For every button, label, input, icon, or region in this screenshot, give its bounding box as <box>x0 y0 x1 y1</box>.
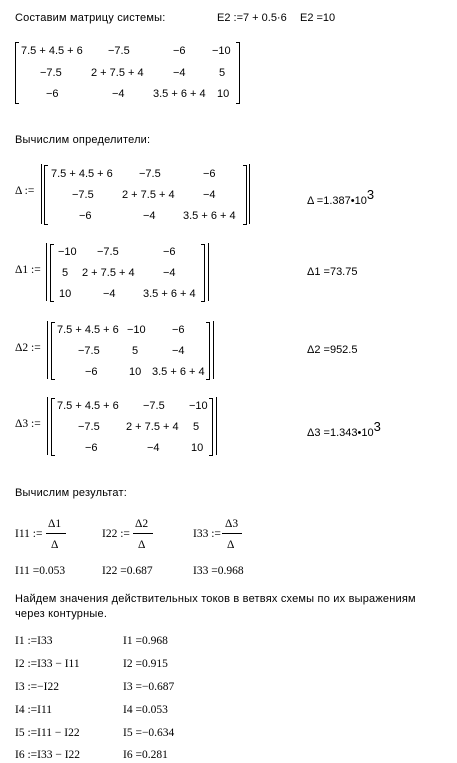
det-cell: −7.5 <box>139 168 161 180</box>
determinant-result: $\Delta =1.387•10^3$ <box>307 187 375 207</box>
matrix-cell: 3.5 + 6 + 4 <box>153 88 206 100</box>
det-cell: −6 <box>203 168 216 180</box>
matrix-cell: 10 <box>217 88 230 100</box>
determinants-heading: Вычислим определители: <box>15 134 151 146</box>
matrix-cell: −7.5 <box>108 45 130 57</box>
determinant-result: Δ2 =952.5 <box>307 344 358 356</box>
fraction-line <box>46 533 66 534</box>
det-bar-left <box>47 397 48 455</box>
det-bracket-right <box>201 244 205 302</box>
results-heading: Вычислим результат: <box>15 487 127 499</box>
det-cell: −6 <box>79 210 92 222</box>
det-cell: 2 + 7.5 + 4 <box>122 189 175 201</box>
det-cell: −7.5 <box>97 246 119 258</box>
e2-definition: E2 :=7 + 0.5·6 <box>217 12 287 24</box>
determinant-label: Δ := <box>15 185 35 197</box>
loop-current-value: I33 =0.968 <box>193 565 244 577</box>
det-cell: −4 <box>143 210 156 222</box>
branch-current-value: I1 =0.968 <box>123 635 168 647</box>
matrix-cell: −6 <box>46 88 59 100</box>
det-bracket-left <box>51 322 55 380</box>
det-bracket-right <box>209 398 213 456</box>
matrix-right-bracket <box>236 42 240 104</box>
det-cell: −6 <box>163 246 176 258</box>
det-cell: −10 <box>58 246 77 258</box>
det-cell: −4 <box>203 189 216 201</box>
matrix-cell: 2 + 7.5 + 4 <box>91 67 144 79</box>
determinant-label: Δ1 := <box>15 264 41 276</box>
branch-heading-line1: Найдем значения действительных токов в ветвях схемы по их выражениям <box>15 593 416 605</box>
det-cell: 5 <box>132 345 139 357</box>
det-cell: −4 <box>103 288 116 300</box>
fraction-line <box>133 533 153 534</box>
det-bracket-left <box>51 398 55 456</box>
det-bracket-right <box>243 165 247 225</box>
loop-current-label: I33 := <box>193 528 221 540</box>
det-cell: −6 <box>85 366 98 378</box>
determinant-result: Δ1 =73.75 <box>307 266 358 278</box>
branch-current-definition: I6 :=I33 − I22 <box>15 749 81 761</box>
det-cell: −6 <box>85 442 98 454</box>
matrix-left-bracket <box>15 42 19 104</box>
loop-current-value: I11 =0.053 <box>15 565 66 577</box>
det-bar-left <box>46 243 47 301</box>
matrix-heading: Составим матрицу системы: <box>15 12 166 24</box>
det-cell: 3.5 + 6 + 4 <box>152 366 205 378</box>
e2-value: E2 =10 <box>300 12 336 24</box>
det-cell: −4 <box>147 442 160 454</box>
det-bar-right <box>208 243 209 301</box>
matrix-cell: 5 <box>219 67 226 79</box>
determinant-result: $\Delta 3 =1.343•10^3$ <box>307 419 381 439</box>
matrix-cell: 7.5 + 4.5 + 6 <box>21 45 83 57</box>
fraction-denominator: Δ <box>138 539 146 551</box>
fraction-denominator: Δ <box>227 539 235 551</box>
det-bar-right <box>249 164 250 224</box>
det-cell: −4 <box>172 345 185 357</box>
matrix-cell: −4 <box>173 67 186 79</box>
det-cell: 5 <box>193 421 200 433</box>
branch-current-value: I6 =0.281 <box>123 749 168 761</box>
branch-current-value: I4 =0.053 <box>123 704 168 716</box>
branch-current-value: I3 =−0.687 <box>123 681 175 693</box>
loop-current-label: I11 := <box>15 528 43 540</box>
branch-current-definition: I5 :=I11 − I22 <box>15 727 80 739</box>
determinant-label: Δ2 := <box>15 342 41 354</box>
determinant-label: Δ3 := <box>15 418 41 430</box>
det-cell: −7.5 <box>143 400 165 412</box>
det-bracket-left <box>50 244 54 302</box>
det-cell: 2 + 7.5 + 4 <box>126 421 179 433</box>
matrix-cell: −7.5 <box>40 67 62 79</box>
det-cell: −7.5 <box>78 345 100 357</box>
det-bracket-left <box>44 165 48 225</box>
det-cell: 7.5 + 4.5 + 6 <box>51 168 113 180</box>
det-bar-right <box>216 397 217 455</box>
branch-current-definition: I4 :=I11 <box>15 704 53 716</box>
fraction-line <box>222 533 242 534</box>
det-bar-left <box>41 164 42 224</box>
det-cell: 7.5 + 4.5 + 6 <box>57 400 119 412</box>
branch-current-definition: I3 :=−I22 <box>15 681 59 693</box>
branch-current-definition: I2 :=I33 − I11 <box>15 658 80 670</box>
branch-current-value: I2 =0.915 <box>123 658 168 670</box>
matrix-cell: −4 <box>112 88 125 100</box>
fraction-numerator: Δ2 <box>135 518 149 530</box>
det-cell: 7.5 + 4.5 + 6 <box>57 324 119 336</box>
det-cell: 10 <box>59 288 72 300</box>
det-cell: −7.5 <box>72 189 94 201</box>
matrix-cell: −10 <box>212 45 231 57</box>
det-cell: −10 <box>189 400 208 412</box>
det-cell: −4 <box>163 267 176 279</box>
fraction-denominator: Δ <box>51 539 59 551</box>
det-cell: 10 <box>191 442 204 454</box>
det-cell: 10 <box>129 366 142 378</box>
loop-current-value: I22 =0.687 <box>102 565 153 577</box>
branch-heading-line2: через контурные. <box>15 608 108 620</box>
det-cell: −7.5 <box>78 421 100 433</box>
det-bar-right <box>213 321 214 379</box>
det-cell: 3.5 + 6 + 4 <box>143 288 196 300</box>
loop-current-label: I22 := <box>102 528 130 540</box>
fraction-numerator: Δ1 <box>48 518 62 530</box>
matrix-cell: −6 <box>173 45 186 57</box>
branch-current-definition: I1 :=I33 <box>15 635 53 647</box>
det-cell: 5 <box>62 267 69 279</box>
det-cell: 2 + 7.5 + 4 <box>82 267 135 279</box>
det-bracket-right <box>206 322 210 380</box>
det-cell: −10 <box>127 324 146 336</box>
det-cell: 3.5 + 6 + 4 <box>183 210 236 222</box>
det-bar-left <box>47 321 48 379</box>
branch-current-value: I5 =−0.634 <box>123 727 175 739</box>
fraction-numerator: Δ3 <box>225 518 239 530</box>
det-cell: −6 <box>172 324 185 336</box>
